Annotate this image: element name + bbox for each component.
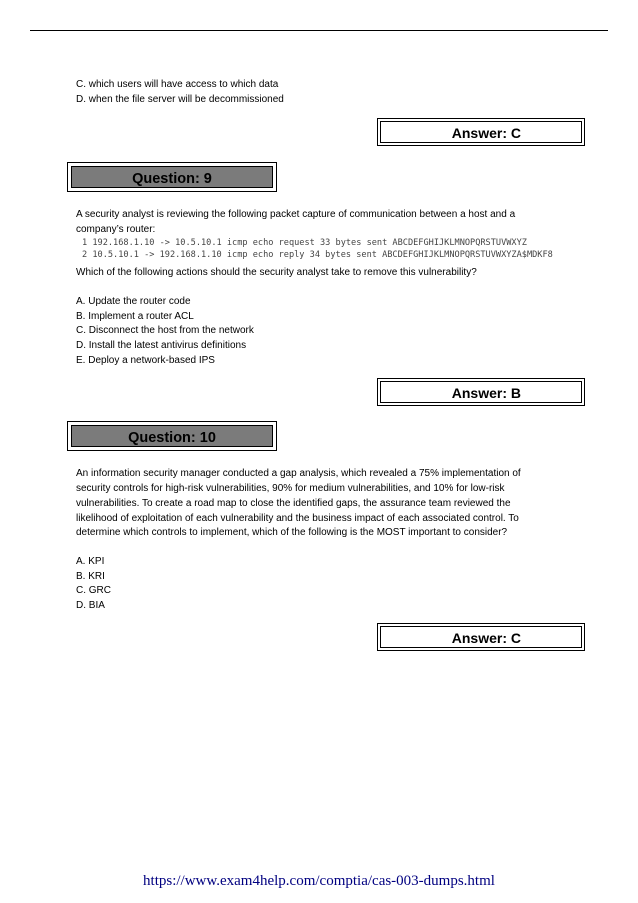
answer-box [380,381,582,403]
question-9-prompt: Which of the following actions should the security analyst take to remove this vulnerability? [76,267,477,278]
answer-label: Answer: B [451,385,521,401]
question-10-stem-line-5: determine which controls to implement, which of the following is the MOST important to consider? [76,527,508,538]
question-10-stem-line-2: security controls for high-risk vulnerabilities, 90% for medium vulnerabilities, and 10% for low-risk [76,483,505,494]
packet-capture-line-1: 1 192.168.1.10 -> 10.5.10.1 icmp echo request 33 bytes sent ABCDEFGHIJKLMNOPQRSTUVWXYZ [82,238,527,248]
option-d: D. when the file server will be decommissioned [76,94,284,105]
option-c: C. GRC [76,585,111,596]
question-9-heading: Question: 9 [132,171,212,187]
option-d: D. Install the latest antivirus definitions [76,340,247,351]
answer-box [380,626,582,648]
option-b: B. KRI [76,571,105,582]
option-a: A. KPI [76,556,105,567]
question-9-stem-line-1: A security analyst is reviewing the following packet capture of communication between a host and a [76,209,516,220]
answer-box [380,121,582,143]
question-heading-fill [71,425,273,447]
question-heading-fill [71,166,273,188]
header-rule [30,30,608,31]
question-10-heading: Question: 10 [128,430,216,446]
option-c: C. which users will have access to which data [76,79,279,90]
question-10-heading-box [67,421,277,451]
question-9-heading-box [67,162,277,192]
question-10-stem-line-1: An information security manager conducted a gap analysis, which revealed a 75% implementation of [76,468,521,479]
question-10-stem-line-4: likelihood of exploitation of each vulnerability and the business impact of each associated control. To [76,513,519,524]
answer-label: Answer: C [451,125,521,141]
packet-capture-line-2: 2 10.5.10.1 -> 192.168.1.10 icmp echo reply 34 bytes sent ABCDEFGHIJKLMNOPQRSTUVWXYZA$MDKF8 [82,250,553,260]
option-b: B. Implement a router ACL [76,311,194,322]
option-d: D. BIA [76,600,105,611]
option-e: E. Deploy a network-based IPS [76,355,215,366]
answer-label: Answer: C [451,630,521,646]
footer-url: https://www.exam4help.com/comptia/cas-003-dumps.html [143,873,495,889]
question-10-stem-line-3: vulnerabilities. To create a road map to close the identified gaps, the assurance team reviewed the [76,498,511,509]
option-a: A. Update the router code [76,296,191,307]
question-9-stem-line-2: company’s router: [76,224,156,235]
option-c: C. Disconnect the host from the network [76,325,254,336]
